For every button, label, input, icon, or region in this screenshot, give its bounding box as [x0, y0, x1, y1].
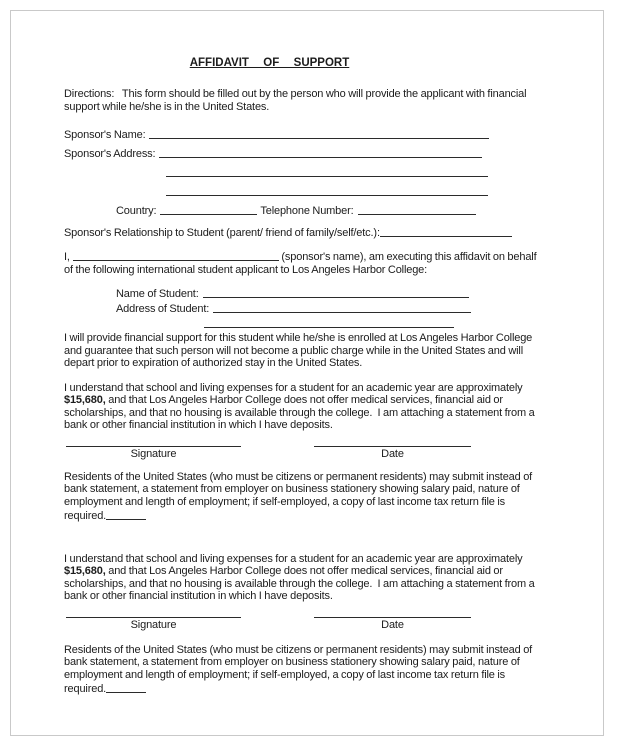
support-pledge-paragraph: I will provide financial support for this student while he/she is enrolled at Los Angeles Harbor College and guarantee that such person will not become a public charge while in the United States and will depart prior to expiration of authorized stay in the United States.	[64, 332, 535, 369]
expenses-text-before: I understand that school and living expenses for a student for an academic year are approximately	[64, 552, 526, 565]
residents-fill-line-2[interactable]	[106, 682, 146, 693]
sponsor-address-fill-line-3[interactable]	[166, 185, 488, 196]
expenses-text-before: I understand that school and living expenses for a student for an academic year are approximately	[64, 381, 526, 394]
directions-text: Directions: This form should be filled out by the person who will provide the applicant with financial support while he/she is in the United States.	[64, 88, 530, 113]
expenses-text-after: and that Los Angeles Harbor College does not offer medical services, financial aid or scholarships, and that no housing is available through the college. I am attaching a statement from a bank or other financial institution in which I have deposits.	[64, 394, 538, 431]
student-address-fill-line-2[interactable]	[204, 317, 454, 328]
relationship-fill-line[interactable]	[380, 226, 512, 237]
student-name-label: Name of Student:	[116, 288, 199, 300]
sponsor-address-fill-line[interactable]	[159, 147, 482, 158]
signature-column	[66, 617, 241, 632]
sponsor-address-label: Sponsor's Address:	[64, 148, 156, 160]
sponsor-name-affirmation-fill-line[interactable]	[73, 250, 279, 261]
sponsor-name-fill-line[interactable]	[149, 128, 489, 139]
signature-block-1	[66, 446, 545, 461]
affirmation-paragraph	[64, 249, 545, 276]
residents-text: Residents of the United States (who must be citizens or permanent residents) may submit instead of bank statement, a statement from employer on business stationery showing salary paid, nature of employment and length of employment; if self-employed, a copy of last income tax return file is required.	[64, 643, 535, 695]
sponsor-name-row	[64, 127, 545, 141]
signature-label: Signature	[130, 447, 177, 460]
sponsor-address-row-3	[64, 184, 545, 198]
student-name-fill-line[interactable]	[203, 287, 469, 298]
residents-text: Residents of the United States (who must be citizens or permanent residents) may submit instead of bank statement, a statement from employer on business stationery showing salary paid, nature of employment and length of employment; if self-employed, a copy of last income tax return file is required.	[64, 470, 535, 522]
telephone-label: Telephone Number:	[260, 205, 354, 217]
affirmation-prefix: I,	[64, 251, 70, 263]
expenses-paragraph-2	[64, 553, 545, 603]
residents-paragraph-2	[64, 644, 545, 696]
student-info-block	[64, 286, 545, 330]
date-column	[314, 446, 471, 461]
date-label: Date	[381, 447, 404, 460]
relationship-label: Sponsor's Relationship to Student (parent/ friend of family/self/etc.):	[64, 227, 380, 239]
expenses-amount: $15,680,	[64, 394, 106, 406]
document-content	[11, 11, 603, 696]
expenses-amount: $15,680,	[64, 565, 106, 577]
country-fill-line[interactable]	[160, 204, 257, 215]
sponsor-address-row	[64, 146, 545, 160]
date-column	[314, 617, 471, 632]
signature-label: Signature	[130, 618, 177, 631]
signature-column	[66, 446, 241, 461]
student-address-row	[116, 301, 545, 315]
sponsor-address-fill-line-2[interactable]	[166, 166, 488, 177]
affirmation-suffix: (sponsor's name), am executing this affidavit on behalf of the following international student applicant to Los Angeles Harbor College:	[64, 251, 540, 276]
document-page	[10, 10, 604, 736]
telephone-fill-line[interactable]	[358, 204, 476, 215]
student-address-label: Address of Student:	[116, 303, 210, 315]
residents-fill-line-1[interactable]	[106, 509, 146, 520]
document-title: AFFIDAVIT OF SUPPORT	[189, 57, 350, 69]
date-label: Date	[381, 618, 404, 631]
country-label: Country:	[116, 205, 157, 217]
country-telephone-row	[116, 203, 545, 217]
sponsor-name-label: Sponsor's Name:	[64, 129, 146, 141]
signature-block-2	[66, 617, 545, 632]
student-address-row-2	[64, 316, 545, 330]
expenses-paragraph-1	[64, 382, 545, 432]
expenses-text-after: and that Los Angeles Harbor College does not offer medical services, financial aid or scholarships, and that no housing is available through the college. I am attaching a statement from a bank or other financial institution in which I have deposits.	[64, 565, 538, 602]
sponsor-address-row-2	[64, 165, 545, 179]
student-name-row	[116, 286, 545, 300]
residents-paragraph-1	[64, 471, 545, 523]
student-address-fill-line[interactable]	[213, 302, 471, 313]
relationship-row	[64, 225, 545, 239]
